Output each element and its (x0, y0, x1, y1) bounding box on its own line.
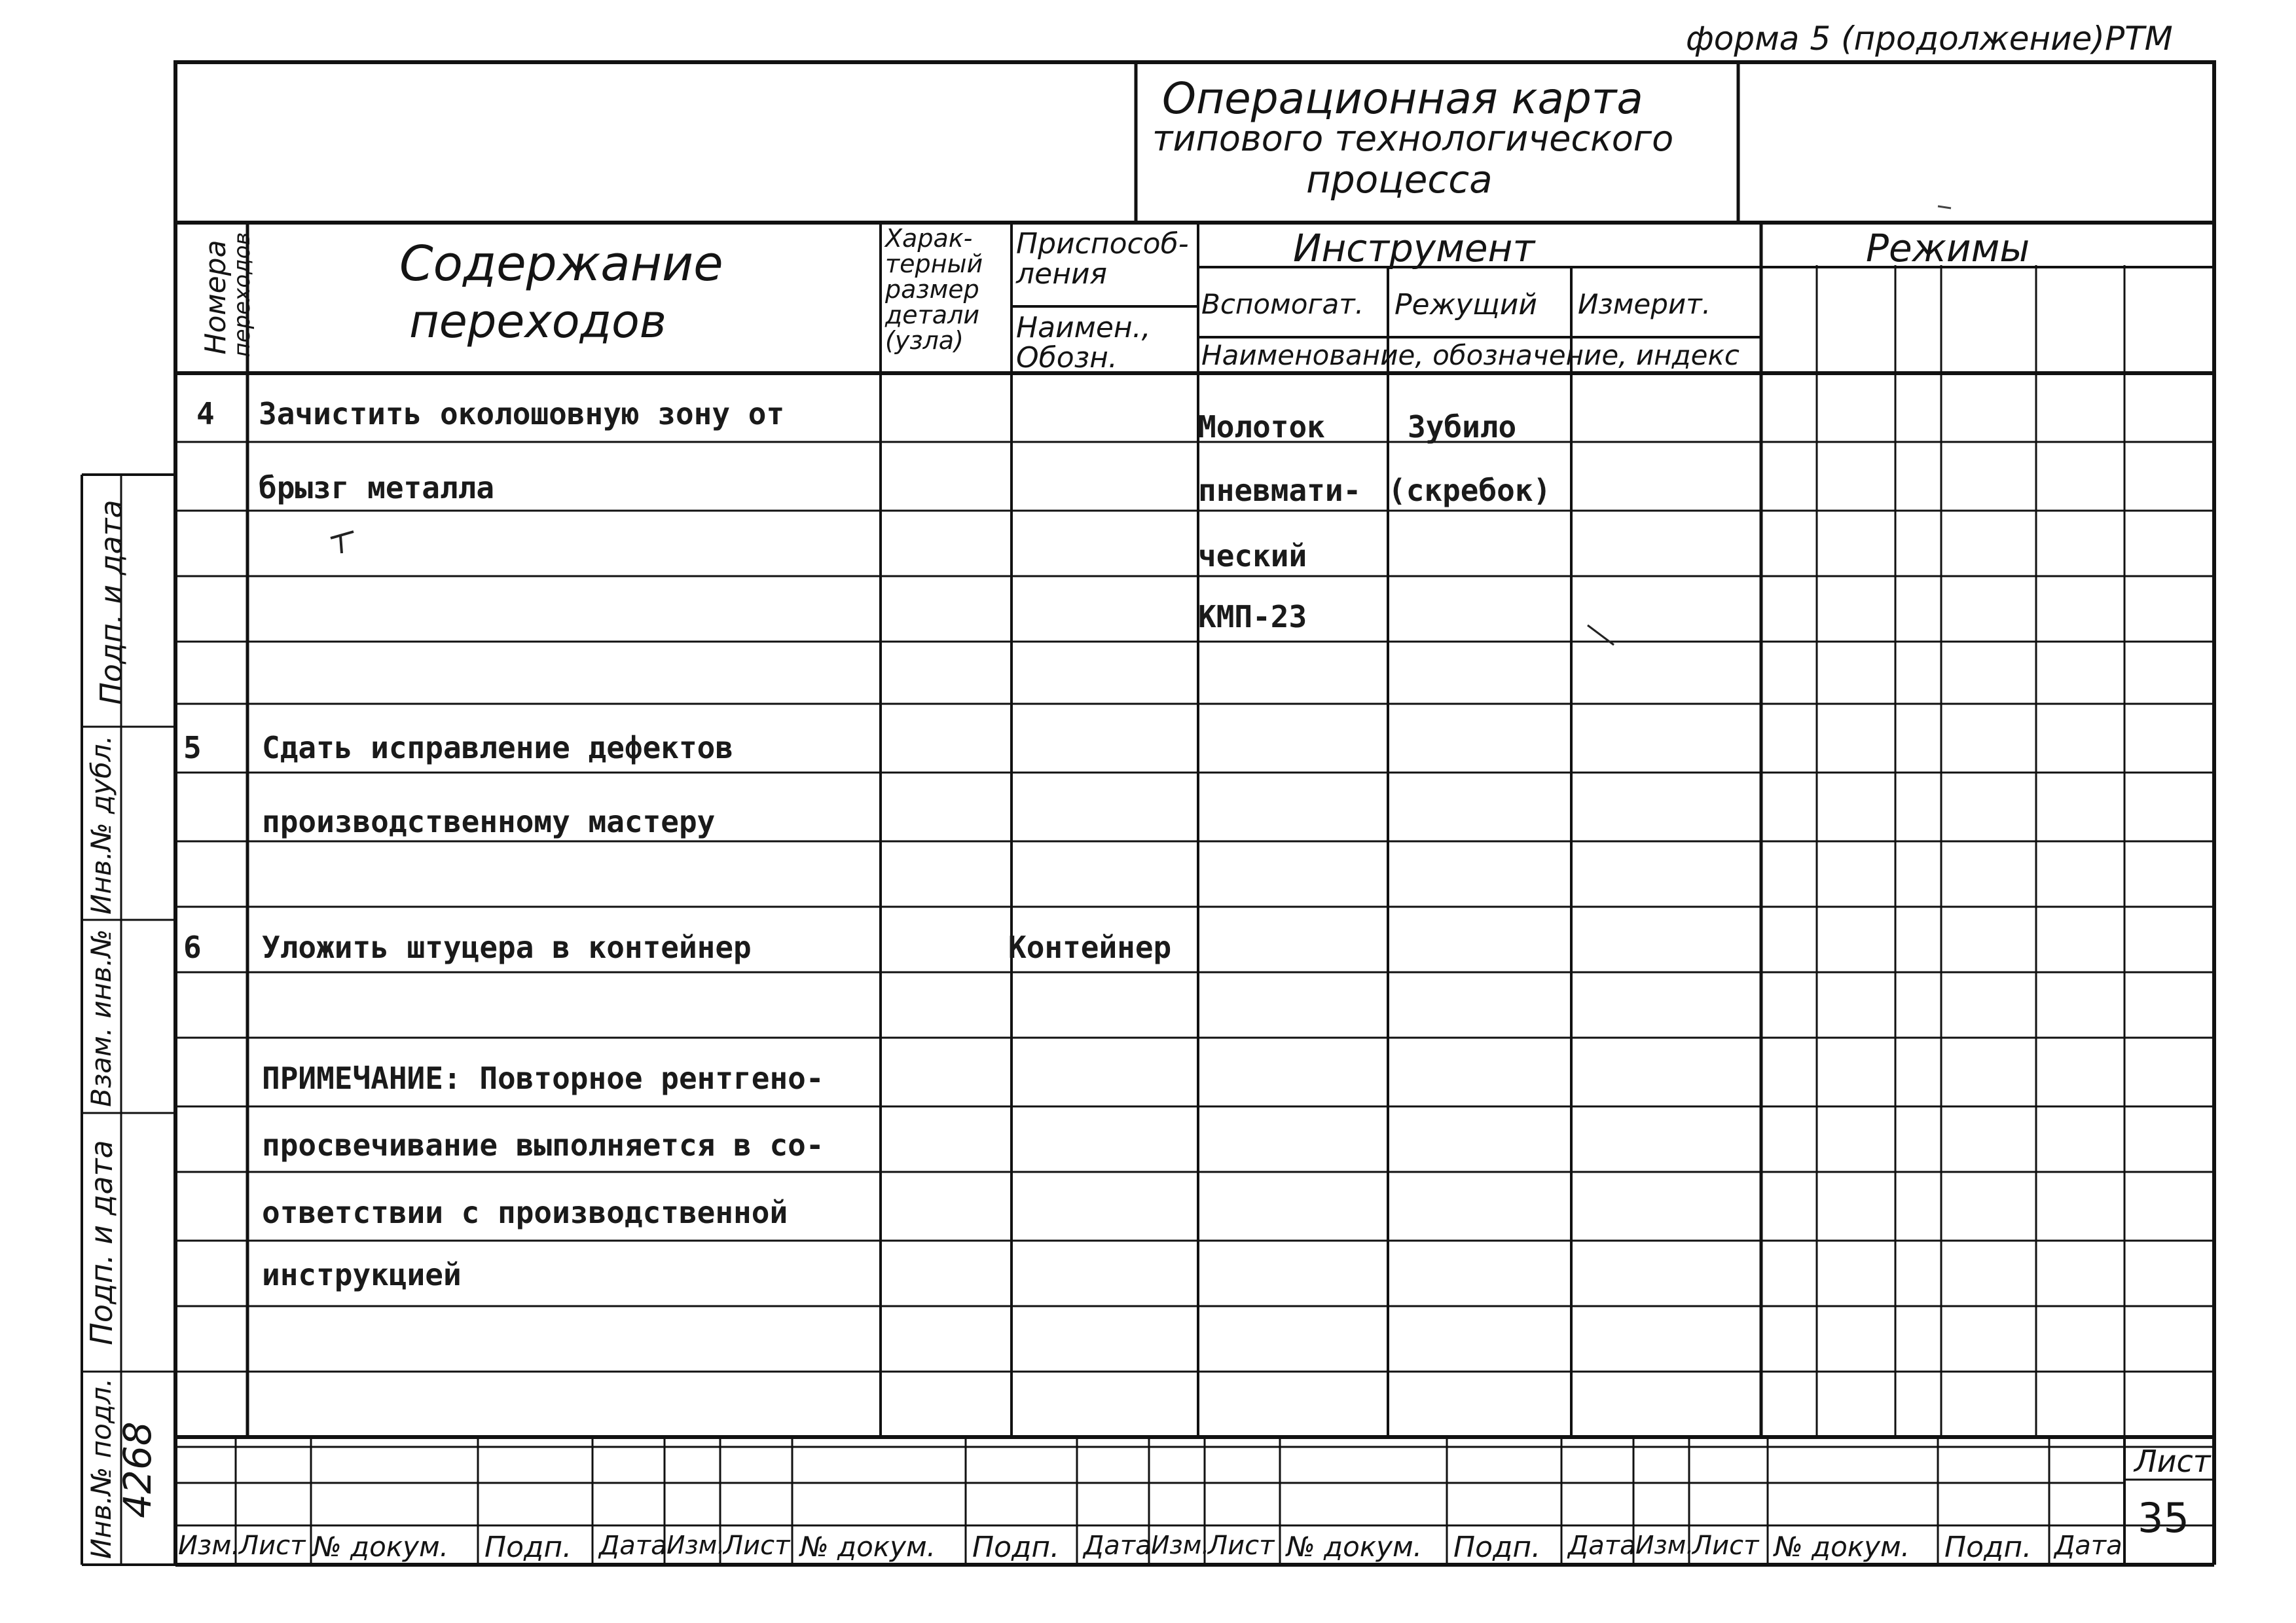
form-label: форма 5 (продолжение)РТМ (1686, 20, 2173, 58)
footer-list-1: Лист (239, 1531, 306, 1561)
note-line-1: ПРИМЕЧАНИЕ: Повторное рентгено- (262, 1061, 824, 1096)
header-harak-line2: терный (885, 249, 983, 278)
footer-dokum-4: № докум. (1774, 1531, 1910, 1563)
stamp-inv-dubl: Инв.№ дубл. (85, 735, 117, 915)
row-6-fixture: Контейнер (1008, 930, 1172, 965)
header-instrument: Инструмент (1293, 226, 1535, 270)
row-4c-aux-tool: ческий (1198, 538, 1307, 574)
header-naimen-line1: Наимен., (1016, 311, 1151, 344)
header-rezhushch: Режущий (1394, 288, 1537, 321)
header-prispos (1016, 229, 1189, 289)
header-prispos-line1: Приспособ- (1016, 227, 1189, 261)
row-4-number: 4 (196, 396, 215, 431)
footer-dokum-3: № докум. (1286, 1531, 1423, 1563)
header-prispos-line2: ления (1016, 257, 1108, 291)
header-rezhimy: Режимы (1866, 226, 2030, 270)
row-5-number: 5 (183, 730, 202, 765)
row-4-cutting-tool: Зубило (1408, 409, 1517, 445)
sheet-label: Лист (2134, 1444, 2211, 1479)
row-4b-text: брызг металла (259, 470, 495, 505)
header-harak (885, 226, 983, 354)
row-4b-aux-tool: пневмати- (1198, 473, 1362, 508)
header-harak-line5: (узла) (885, 326, 964, 355)
card-title-line1: Операционная карта (1162, 73, 1643, 124)
footer-data-3: Дата (1568, 1531, 1636, 1561)
header-naimen-line2: Обозн. (1016, 341, 1118, 374)
footer-dokum-1: № докум. (313, 1531, 449, 1563)
footer-podp-3: Подп. (1453, 1531, 1541, 1564)
footer-data-2: Дата (1084, 1531, 1152, 1561)
header-vspomog: Вспомогат. (1201, 288, 1364, 320)
footer-izm-4: Изм. (1635, 1531, 1694, 1559)
footer-list-4: Лист (1692, 1531, 1759, 1561)
note-line-2: просвечивание выполняется в со- (262, 1127, 824, 1163)
header-nomera: Номера (199, 240, 232, 355)
footer-podp-1: Подп. (484, 1531, 572, 1564)
row-6-number: 6 (183, 930, 202, 965)
header-naimenovanie: Наименование, обозначение, индекс (1201, 339, 1740, 371)
row-4b-cutting-tool: (скребок) (1388, 473, 1552, 508)
card-title-line3: процесса (1306, 157, 1493, 202)
header-harak-line3: размер (885, 275, 979, 304)
row-4-text: Зачистить околошовную зону от (259, 396, 785, 431)
footer-data-1: Дата (599, 1531, 667, 1561)
header-soderzhanie-2: переходов (409, 295, 667, 348)
row-5-text: Сдать исправление дефектов (262, 730, 734, 765)
footer-list-3: Лист (1208, 1531, 1275, 1561)
pen-mark (331, 532, 354, 553)
header-naimen (1016, 313, 1151, 373)
header-izmerit: Измерит. (1578, 288, 1711, 320)
footer-podp-2: Подп. (972, 1531, 1060, 1564)
stamp-podp-data-1: Подп. и дата (94, 500, 129, 705)
stamp-podp-data-2: Подп. и дата (84, 1140, 119, 1345)
header-perehodov-vertical: переходов (229, 232, 255, 357)
inventory-number: 4268 (115, 1421, 160, 1518)
header-soderzhanie: Содержание (399, 236, 723, 292)
row-4d-aux-tool: КМП-23 (1198, 599, 1307, 634)
note-line-4: инструкцией (262, 1257, 462, 1292)
row-4-aux-tool: Молоток (1198, 409, 1325, 445)
card-title-line2: типового технологического (1152, 118, 1674, 159)
footer-data-4: Дата (2054, 1531, 2123, 1561)
row-6-text: Уложить штуцера в контейнер (262, 930, 752, 965)
stamp-inv-podl: Инв.№ подл. (85, 1377, 117, 1559)
footer-podp-4: Подп. (1944, 1531, 2032, 1564)
stamp-vzam-inv: Взам. инв.№ (85, 929, 117, 1107)
row-5b-text: производственному мастеру (262, 804, 716, 839)
footer-list-2: Лист (723, 1531, 790, 1561)
footer-dokum-2: № докум. (800, 1531, 936, 1563)
note-line-3: ответствии с производственной (262, 1195, 788, 1230)
footer-izm-3: Изм. (1151, 1531, 1210, 1559)
header-harak-line4: детали (885, 301, 980, 329)
footer-izm-1: Изм. (178, 1531, 240, 1561)
header-harak-line1: Харак- (885, 224, 973, 253)
sheet-number: 35 (2138, 1494, 2189, 1542)
pen-mark-3 (1938, 206, 1951, 208)
footer-izm-2: Изм. (666, 1531, 725, 1559)
